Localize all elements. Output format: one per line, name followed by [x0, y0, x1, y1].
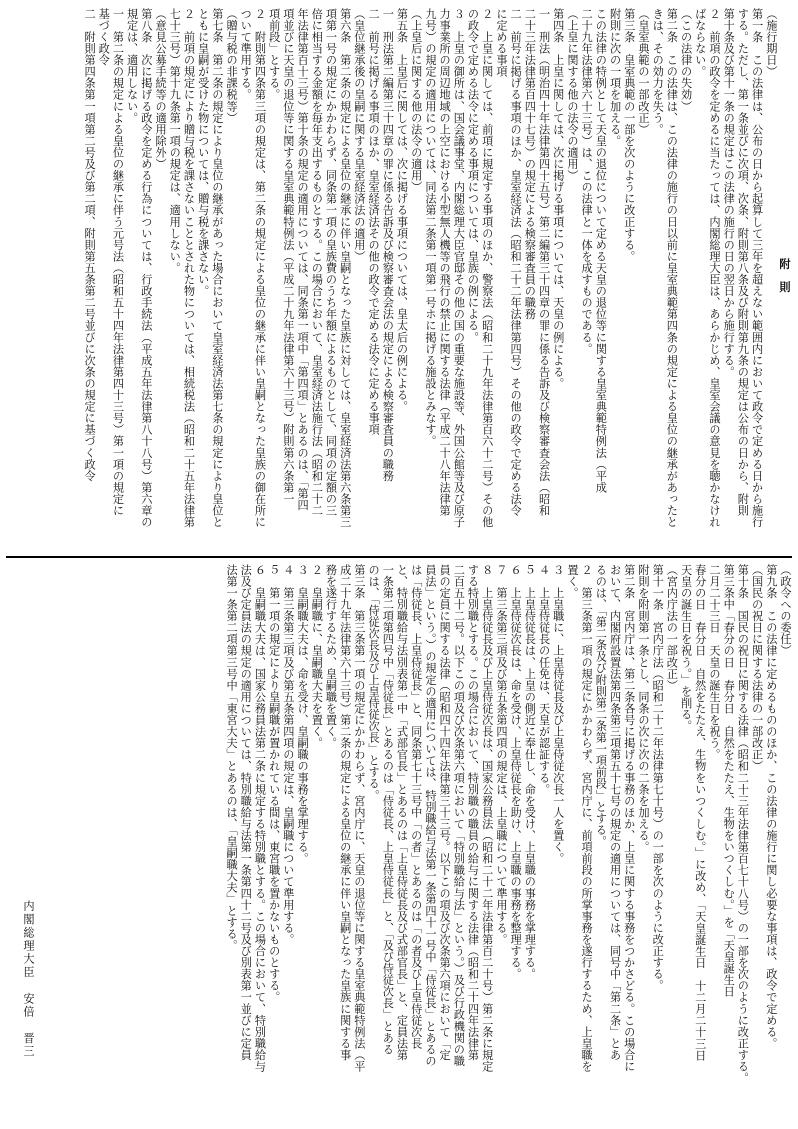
- provision-line: ２ 前項の規定により贈与税を課さないこととされた物については、相続税法（昭和二十五年法律第: [182, 8, 196, 528]
- provision-line: のは、「侍従次長及び上皇侍従次長」とする。: [367, 564, 381, 801]
- provision-line: 項並びに天皇の退位等に関する皇室典範特例法（平成二十九年法律第六十三号）附則第六条第一: [281, 8, 295, 505]
- section-divider: [6, 556, 792, 558]
- provision-line: ６ 上皇侍従次長は、命を受け、上皇侍従長を助け、上皇職の事務を整理する。: [509, 564, 523, 980]
- provision-line: 二 前号に掲げる事項のほか、皇室経済法その他の政令で定める法令に定める事項: [367, 8, 381, 436]
- provision-line: 第一条 この法律は、公布の日から起算して三年を超えない範囲内において政令で定める日から施行: [750, 8, 764, 528]
- upper-provisions-column: [6, 8, 792, 548]
- provision-line: ４ 上皇侍従長の任免は、天皇が認証する。: [537, 564, 551, 795]
- provision-line: （政令への委任）: [779, 564, 792, 657]
- provision-line: 務を遂行するため、皇嗣職を置く。: [324, 564, 338, 749]
- provision-line: 九号）の規定の適用については、同法第二条第一項第一号ホに掲げる施設とみなす。: [423, 8, 437, 447]
- provision-line: この法律の特例として天皇の退位について定める天皇の退位等に関する皇室典範特例法（平成: [594, 8, 608, 494]
- provision-line: 倍に相当する金額を毎年支出するものとする。この場合において、皇室経済法施行法（昭和二十二: [310, 8, 324, 517]
- provision-line: 第九条 この法律に定めるもののほか、この法律の施行に関し必要な事項は、政令で定める。: [764, 564, 778, 1050]
- provision-line: 一 刑法第二編第三十四章の罪に係る告訴及び検察審査会法の規定による検察審査員の職務: [381, 8, 395, 482]
- provision-line: ５ 上皇侍従長は、上皇の側近に奉仕し、命を受け、上皇職の事務を掌理する。: [523, 564, 537, 980]
- provision-line: 第三条 第三条第一項の規定にかかわらず、宮内庁に、天皇の退位等に関する皇室典範特例法（平: [352, 564, 366, 1073]
- prime-minister-signature: 内閣総理大臣 安倍 晋三: [22, 900, 35, 1059]
- provision-line: （皇位継承後の皇嗣に関する皇室経済法の適用）: [352, 8, 366, 263]
- provision-line: 二十九年法律第六十三号）は、この法律と一体を成すものである。: [580, 8, 594, 355]
- provision-line: する特別職とする。この場合において、特別職の職員の給与に関する法律（昭和二十四年法律第: [466, 564, 480, 1061]
- provision-line: 第五条 上皇后に関しては、次に掲げる事項については、皇太后の例による。: [395, 8, 409, 413]
- provision-line: 置く。: [565, 564, 579, 599]
- provision-line: 天皇の誕生日を祝う。」を削る。: [679, 564, 693, 732]
- provision-line: ２ 第三条第一項の規定にかかわらず、宮内庁に、前項前段の所掌事務を遂行するため、上皇職を: [580, 564, 594, 1073]
- provision-line: する。ただし、第一条並びに次項、次条、附則第八条及び附則第九条の規定は公布の日から、附則: [736, 8, 750, 517]
- provision-line: おいて、内閣府設置法第四条第三項第五十七号の規定の適用については、同号中「第二条」とあ: [608, 564, 622, 1061]
- provision-line: （宮内庁法の一部改正）: [665, 564, 679, 692]
- provision-line: 年法律第百十三号）第十条の規定の適用については、同条第一項中「第四項」とあるのは、「第四: [296, 8, 310, 511]
- provision-line: ２ 附則第四条第三項の規定は、第二条の規定による皇位の継承に伴い皇嗣となった皇族の御在所に: [253, 8, 267, 528]
- provision-line: 力事業所の周辺地域の上空における小型無人機等の飛行の禁止に関する法律（平成二十八年法律第: [438, 8, 452, 517]
- provision-line: 春分の日 春分日 自然をたたえ、生物をいつくしむ。」に改め、「天皇誕生日 十二月二十三日: [693, 564, 707, 1061]
- lower-provisions-column: [6, 564, 792, 1120]
- provision-line: 第十条 国民の祝日に関する法律（昭和二十三年法律第百七十八号）の一部を次のように改正する。: [736, 564, 750, 1084]
- provision-line: は「侍従長、上皇侍従長」と、同条第七十三号中「の者」とあるのは「の者及び上皇侍従次長: [409, 564, 423, 1050]
- supplementary-heading: 附 則: [778, 258, 792, 293]
- provision-line: （皇室典範の一部改正）: [636, 8, 650, 136]
- provision-line: 第八条 次に掲げる政令を定める行為については、行政手続法（平成五年法律第八十八号）第六章の: [139, 8, 153, 528]
- provision-line: の政令で定める法令に定める事項については、皇族の例による。: [466, 8, 480, 343]
- provision-line: ３ 上皇の御所は、国会議事堂、内閣総理大臣官邸その他の国の重要な施設等、外国公館等及び原子: [452, 8, 466, 528]
- provision-line: 第二条 この法律は、この法律の施行の日以前に皇室典範第四条の規定による皇位の継承があったと: [665, 8, 679, 528]
- provision-line: （この法律の失効）: [679, 8, 693, 112]
- provision-line: 員の定員に関する法律（昭和四十四年法律第三十三号。以下この項及び次条第六項において「定: [438, 564, 452, 1061]
- provision-line: ５ 第一項の規定により皇嗣職が置かれている間は、東宮職を置かないものとする。: [267, 564, 281, 1003]
- provision-line: （上皇に関する他の法令の適用）: [565, 8, 579, 182]
- provision-line: （上皇后に関する他の法令の適用）: [409, 8, 423, 193]
- provision-line: （贈与税の非課税等）: [225, 8, 239, 124]
- provision-line: ばならない。: [693, 8, 707, 78]
- provision-line: 第六条 第二条の規定による皇位の継承に伴い皇嗣となった皇族に対しては、皇室経済法第六条第三: [338, 8, 352, 528]
- provision-line: と、特別職給与法別表第一中「式部官長」とあるのは「上皇侍従長及び式部官長」と、定員法第: [395, 564, 409, 1061]
- provision-line: ７ 第三条第三項及び第五条第四項の規定は、上皇職について準用する。: [494, 564, 508, 946]
- provision-line: 附則を附則第一条とし、同条の次に次の二条を加える。: [636, 564, 650, 853]
- provision-line: 第二条 宮内庁は、第二条各号に掲げる事務のほか、上皇に関する事務をつかさどる。この場合に: [622, 564, 636, 1073]
- provision-line: るのは、「第二条及び附則第二条第一項前段」とする。: [594, 564, 608, 848]
- provision-line: ３ 皇嗣職大夫は、命を受け、皇嗣職の事務を掌理する。: [296, 564, 310, 865]
- provision-line: （国民の祝日に関する法律の一部改正）: [750, 564, 764, 772]
- provision-line: ２ 上皇に関しては、前項に規定する事項のほか、警察法（昭和二十九年法律第百六十二号）その他: [480, 8, 494, 528]
- provision-line: 七十三号）第十九条第一項の規定は、適用しない。: [168, 8, 182, 274]
- provision-line: ３ 上皇職に、上皇侍従長及び上皇侍従次長一人を置く。: [551, 564, 565, 865]
- provision-line: ８ 上皇侍従長及び上皇侍従次長は、国家公務員法（昭和二十二年法律第百二十号）第二条に規定: [480, 564, 494, 1073]
- provision-line: きは、その効力を失う。: [651, 8, 665, 136]
- provision-line: 一条第二項第四号中「侍従長」とあるのは「侍従長、上皇侍従長」と、「及び侍従次長」とある: [381, 564, 395, 1056]
- provision-line: 員法」という。）の規定の適用については、特別職給与法第一条第四十一号中「侍従長」とあるの: [423, 564, 437, 1067]
- provision-line: 基づく政令: [97, 8, 111, 66]
- provision-line: 二月二十三日 天皇の誕生日を祝う。: [707, 564, 721, 761]
- provision-line: 二百五十二号。以下この項及び次条第六項において「特別職給与法」という。）及び行政機関の職: [452, 564, 466, 1067]
- provision-line: 第三条 皇室典範の一部を次のように改正する。: [622, 8, 636, 263]
- provision-line: 成二十九年法律第六十三号）第二条の規定による皇位の継承に伴い皇嗣となった皇族に関する事: [338, 564, 352, 1061]
- provision-line: 附則に次の一項を加える。: [608, 8, 622, 147]
- provision-line: （施行期日）: [764, 8, 778, 78]
- provision-line: 二 前号に掲げる事項のほか、皇室経済法（昭和二十二年法律第四号）その他の政令で定める法令: [509, 8, 523, 517]
- provision-line: 法及び定員法の規定の適用については、特別職給与法第一条第四十二号及び別表第一並びに定員: [239, 564, 253, 1061]
- provision-line: 第十一条 宮内庁法（昭和二十二年法律第七十号）の一部を次のように改正する。: [651, 564, 665, 992]
- provision-line: 一 第二条の規定による皇位の継承に伴う元号法（昭和五十四年法律第四十三号）第一項の規定に: [111, 8, 125, 517]
- provision-line: 第三条中「春分の日 春分日 自然をたたえ、生物をいつくしむ。」を「天皇誕生日: [722, 564, 736, 998]
- provision-line: 第四条 上皇に関しては、次に掲げる事項については、天皇の例による。: [551, 8, 565, 390]
- provision-line: ２ 前項の政令を定めるに当たっては、内閣総理大臣は、あらかじめ、皇室会議の意見を聴かなけれ: [707, 8, 721, 528]
- provision-line: 第七条 第二条の規定により皇位の継承があった場合において皇室経済法第七条の規定により皇位と: [210, 8, 224, 528]
- provision-line: 二十三年法律第百四十七号）の規定による検察審査員の職務: [523, 8, 537, 320]
- provision-line: 二 附則第四条第一項第二号及び第二項、附則第五条第二号並びに次条の規定に基づく政令: [83, 8, 97, 482]
- provision-line: 規定は、適用しない。: [125, 8, 139, 124]
- provision-line: ついて準用する。: [239, 8, 253, 101]
- provision-line: ４ 第三条第三項及び第五条第四項の規定は、皇嗣職について準用する。: [281, 564, 295, 946]
- provision-line: ２ 皇嗣職に、皇嗣職大夫を置く。: [310, 564, 324, 749]
- provision-line: ６ 皇嗣職大夫は、国家公務員法第二条に規定する特別職とする。この場合において、特別職給与: [253, 564, 267, 1073]
- provision-line: 一 刑法（明治四十年法律第四十五号）第二編第三十四章の罪に係る告訴及び検察審査会法（昭和: [537, 8, 551, 517]
- provision-line: 法第一条第二項第三号中「東宮大夫」とあるのは、「皇嗣職大夫」とする。: [225, 564, 239, 952]
- provision-line: 項第一号の規定にかかわらず、同条第一項の皇族費のうち年額によるものとして、同項の定額の三: [324, 8, 338, 517]
- provision-line: に定める事項: [494, 8, 508, 78]
- provision-line: 第十条及び第十一条の規定はこの法律の施行の日の翌日から施行する。: [722, 8, 736, 378]
- provision-line: （意見公募手続等の適用除外）: [154, 8, 168, 170]
- provision-line: 項前段」とする。: [267, 8, 281, 101]
- provision-line: ともに皇嗣が受けた物については、贈与税を課さない。: [196, 8, 210, 297]
